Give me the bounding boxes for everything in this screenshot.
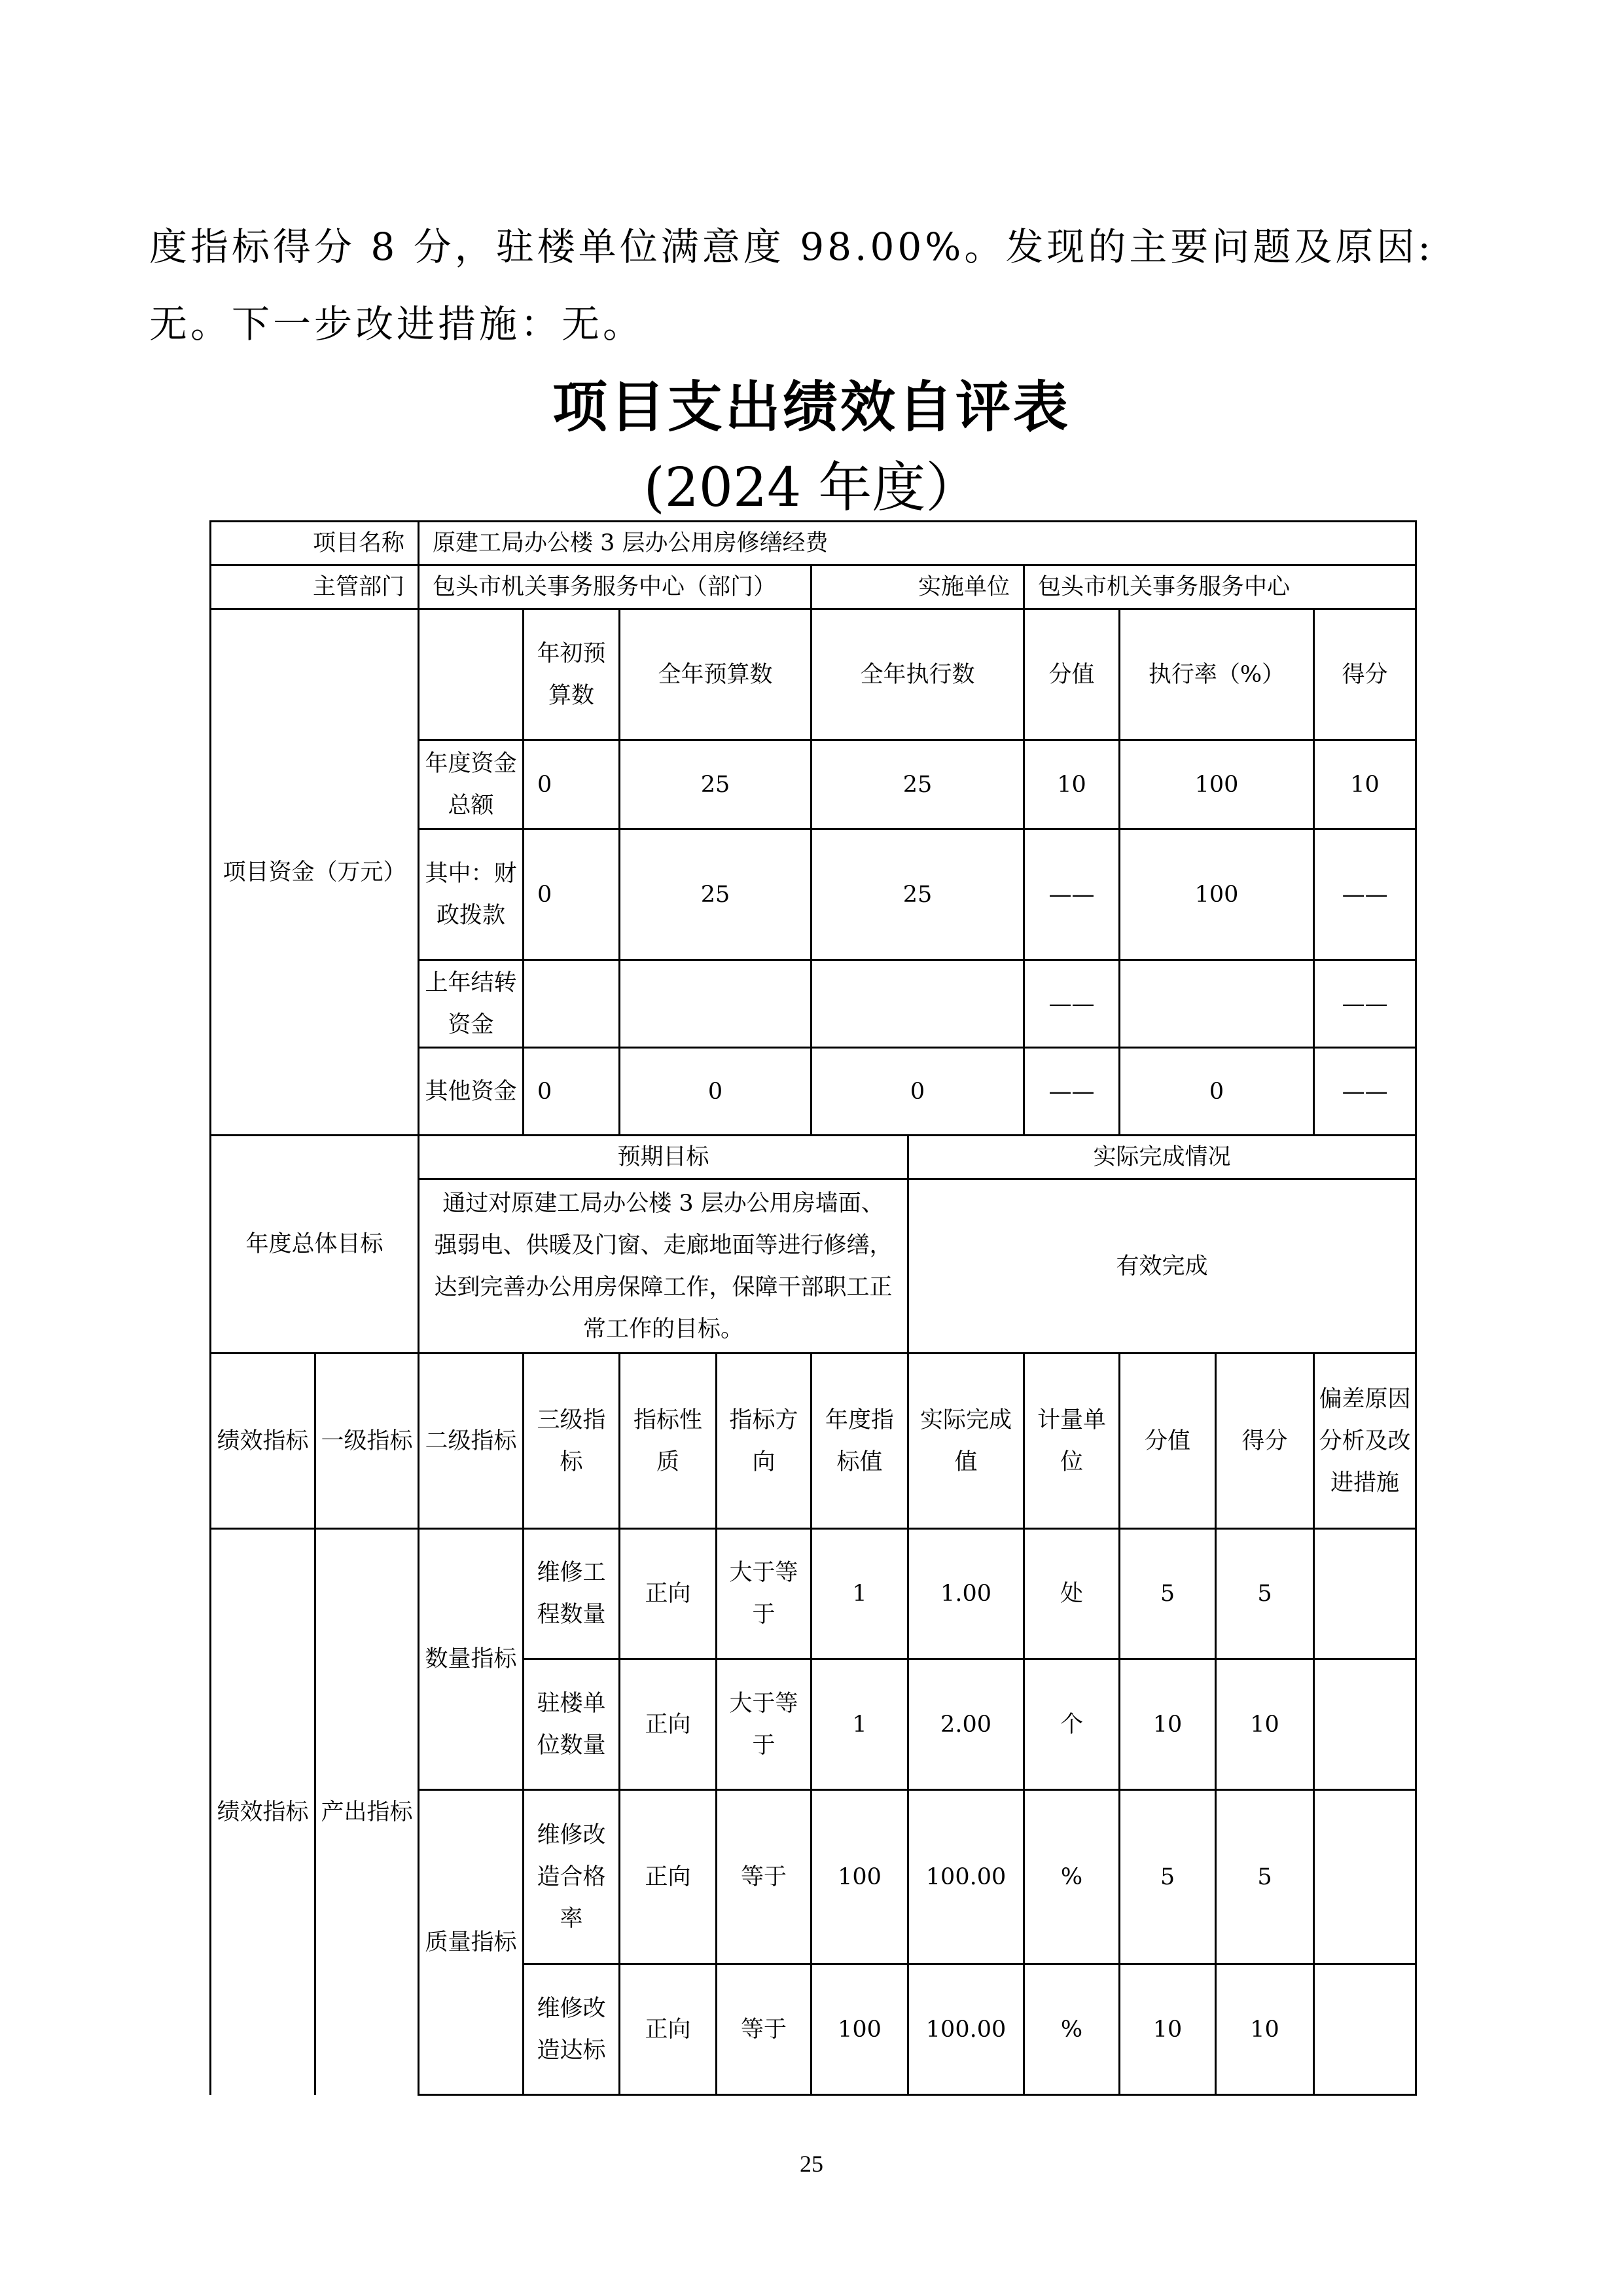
perf-score-value: 5 — [1120, 1529, 1216, 1659]
funds-cell: 0 — [620, 1048, 812, 1136]
perf-nature: 正向 — [620, 1964, 717, 2095]
funds-header: 全年预算数 — [620, 609, 812, 740]
funds-cell: 25 — [812, 740, 1024, 829]
perf-unit: % — [1024, 1964, 1120, 2095]
perf-score: 10 — [1216, 1659, 1314, 1790]
perf-direction: 等于 — [717, 1790, 812, 1964]
funds-cell: 0 — [1120, 1048, 1314, 1136]
table-title: 项目支出绩效自评表 — [552, 375, 1071, 439]
funds-header: 得分 — [1314, 609, 1416, 740]
perf-note — [1314, 1529, 1416, 1659]
perf-nature: 正向 — [620, 1659, 717, 1790]
funds-cell — [620, 960, 812, 1048]
impl-label: 实施单位 — [812, 565, 1024, 609]
funds-cell: 0 — [524, 740, 620, 829]
perf-score: 5 — [1216, 1529, 1314, 1659]
intro-paragraph — [149, 208, 1478, 363]
perf-nature: 正向 — [620, 1790, 717, 1964]
perf-header: 分值 — [1120, 1354, 1216, 1529]
funds-cell — [812, 960, 1024, 1048]
perf-actual: 100.00 — [908, 1790, 1024, 1964]
funds-row-label: 其中：财政拨款 — [419, 829, 524, 960]
perf-level3: 驻楼单位数量 — [524, 1659, 620, 1790]
intro-line-2: 无。下一步改进措施：无。 — [149, 302, 645, 346]
perf-level3: 维修改造合格率 — [524, 1790, 620, 1964]
funds-cell: 25 — [620, 829, 812, 960]
funds-cell: —— — [1314, 960, 1416, 1048]
funds-cell: 0 — [812, 1048, 1024, 1136]
perf-score: 5 — [1216, 1790, 1314, 1964]
perf-direction: 大于等于 — [717, 1659, 812, 1790]
project-name-value: 原建工局办公楼 3 层办公用房修缮经费 — [419, 522, 1416, 565]
funds-cell: —— — [1024, 960, 1120, 1048]
goal-label: 年度总体目标 — [211, 1136, 419, 1354]
table-subtitle: (2024 年度） — [643, 457, 980, 519]
funds-header-blank — [419, 609, 524, 740]
perf-unit: 处 — [1024, 1529, 1120, 1659]
perf-header: 实际完成值 — [908, 1354, 1024, 1529]
perf-score-value: 10 — [1120, 1659, 1216, 1790]
perf-score: 10 — [1216, 1964, 1314, 2095]
perf-score-value: 10 — [1120, 1964, 1216, 2095]
perf-target: 100 — [812, 1790, 908, 1964]
funds-cell: —— — [1314, 1048, 1416, 1136]
funds-cell: 10 — [1024, 740, 1120, 829]
perf-actual: 1.00 — [908, 1529, 1024, 1659]
perf-header: 三级指标 — [524, 1354, 620, 1529]
perf-target: 1 — [812, 1529, 908, 1659]
goal-expected-text: 通过对原建工局办公楼 3 层办公用房墙面、强弱电、供暖及门窗、走廊地面等进行修缮，达到完善办公用房保障工作，保障干部职工正常工作的目标。 — [419, 1179, 908, 1354]
funds-cell: 25 — [620, 740, 812, 829]
project-name-label: 项目名称 — [211, 522, 419, 565]
perf-target: 1 — [812, 1659, 908, 1790]
perf-header: 一级指标 — [315, 1354, 419, 1529]
funds-cell — [1120, 960, 1314, 1048]
perf-header: 计量单位 — [1024, 1354, 1120, 1529]
funds-row-label: 年度资金总额 — [419, 740, 524, 829]
goal-actual-text: 有效完成 — [908, 1179, 1416, 1354]
performance-evaluation-table — [209, 520, 1417, 2096]
perf-unit: % — [1024, 1790, 1120, 1964]
funds-cell: —— — [1314, 829, 1416, 960]
perf-header: 指标性质 — [620, 1354, 717, 1529]
perf-level2-label: 数量指标 — [419, 1529, 524, 1790]
intro-line-1: 度指标得分 8 分，驻楼单位满意度 98.00%。发现的主要问题及原因: — [149, 224, 1434, 269]
funds-header: 全年执行数 — [812, 609, 1024, 740]
goal-actual-header: 实际完成情况 — [908, 1136, 1416, 1179]
funds-cell: —— — [1024, 829, 1120, 960]
perf-target: 100 — [812, 1964, 908, 2095]
perf-note — [1314, 1964, 1416, 2095]
perf-nature: 正向 — [620, 1529, 717, 1659]
perf-header: 二级指标 — [419, 1354, 524, 1529]
funds-cell: 10 — [1314, 740, 1416, 829]
page-number: 25 — [800, 2151, 823, 2177]
perf-direction: 大于等于 — [717, 1529, 812, 1659]
perf-level3: 维修工程数量 — [524, 1529, 620, 1659]
goal-expected-header: 预期目标 — [419, 1136, 908, 1179]
funds-cell: 0 — [524, 829, 620, 960]
perf-level1-label: 产出指标 — [315, 1529, 419, 2095]
funds-row-label: 上年结转资金 — [419, 960, 524, 1048]
perf-level3: 维修改造达标 — [524, 1964, 620, 2095]
perf-header: 指标方向 — [717, 1354, 812, 1529]
perf-note — [1314, 1790, 1416, 1964]
funds-cell: 0 — [524, 1048, 620, 1136]
funds-cell: —— — [1024, 1048, 1120, 1136]
perf-actual: 100.00 — [908, 1964, 1024, 2095]
perf-score-value: 5 — [1120, 1790, 1216, 1964]
perf-header: 年度指标值 — [812, 1354, 908, 1529]
perf-header: 偏差原因分析及改进措施 — [1314, 1354, 1416, 1529]
dept-value: 包头市机关事务服务中心（部门） — [419, 565, 812, 609]
perf-direction: 等于 — [717, 1964, 812, 2095]
funds-cell: 25 — [812, 829, 1024, 960]
funds-header: 分值 — [1024, 609, 1120, 740]
funds-cell — [524, 960, 620, 1048]
perf-header: 得分 — [1216, 1354, 1314, 1529]
funds-header: 执行率（%） — [1120, 609, 1314, 740]
perf-level0-label: 绩效指标 — [211, 1529, 315, 2095]
funds-cell: 100 — [1120, 740, 1314, 829]
dept-label: 主管部门 — [211, 565, 419, 609]
perf-unit: 个 — [1024, 1659, 1120, 1790]
funds-label: 项目资金（万元） — [211, 609, 419, 1136]
perf-header: 绩效指标 — [211, 1354, 315, 1529]
impl-value: 包头市机关事务服务中心 — [1024, 565, 1416, 609]
perf-actual: 2.00 — [908, 1659, 1024, 1790]
funds-row-label: 其他资金 — [419, 1048, 524, 1136]
perf-note — [1314, 1659, 1416, 1790]
funds-cell: 100 — [1120, 829, 1314, 960]
perf-level2-label: 质量指标 — [419, 1790, 524, 2095]
funds-header: 年初预算数 — [524, 609, 620, 740]
